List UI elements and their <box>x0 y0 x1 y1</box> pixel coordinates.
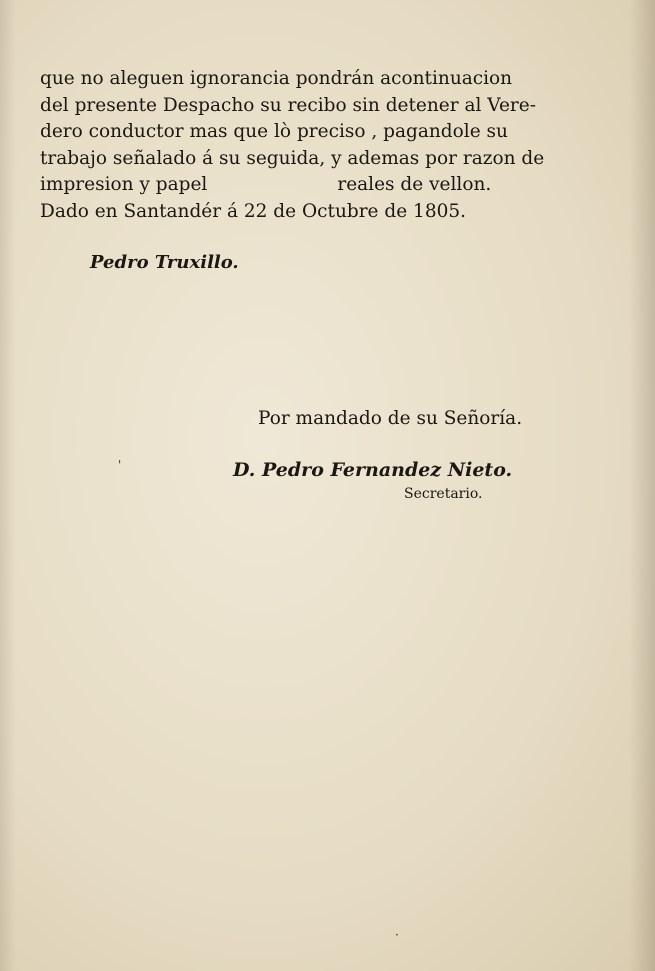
body-line: que no aleguen ignorancia pondrán acontinuacion <box>40 68 513 89</box>
body-text <box>40 66 545 225</box>
body-line: dero conductor mas que lò preciso , pagandole su <box>40 121 508 142</box>
body-line-part: reales de vellon. <box>337 174 492 195</box>
secretary-name: D. Pedro Fernandez Nieto. <box>233 459 513 481</box>
date-line: Dado en Santandér á 22 de Octubre de 1805. <box>40 200 467 222</box>
body-line-blank <box>40 172 530 199</box>
signatory-name: Pedro Truxillo. <box>90 252 239 273</box>
body-line: trabajo señalado á su seguida, y ademas por razon de <box>40 147 545 169</box>
secretary-title: Secretario. <box>404 486 483 502</box>
ink-speck: · <box>395 928 399 942</box>
ink-speck: ' <box>118 458 122 472</box>
body-line: del presente Despacho su recibo sin detener al Vere- <box>40 94 536 116</box>
order-line: Por mandado de su Señoría. <box>258 408 523 429</box>
page-shadow-left <box>0 0 16 971</box>
body-line-part: impresion y papel <box>40 174 208 195</box>
